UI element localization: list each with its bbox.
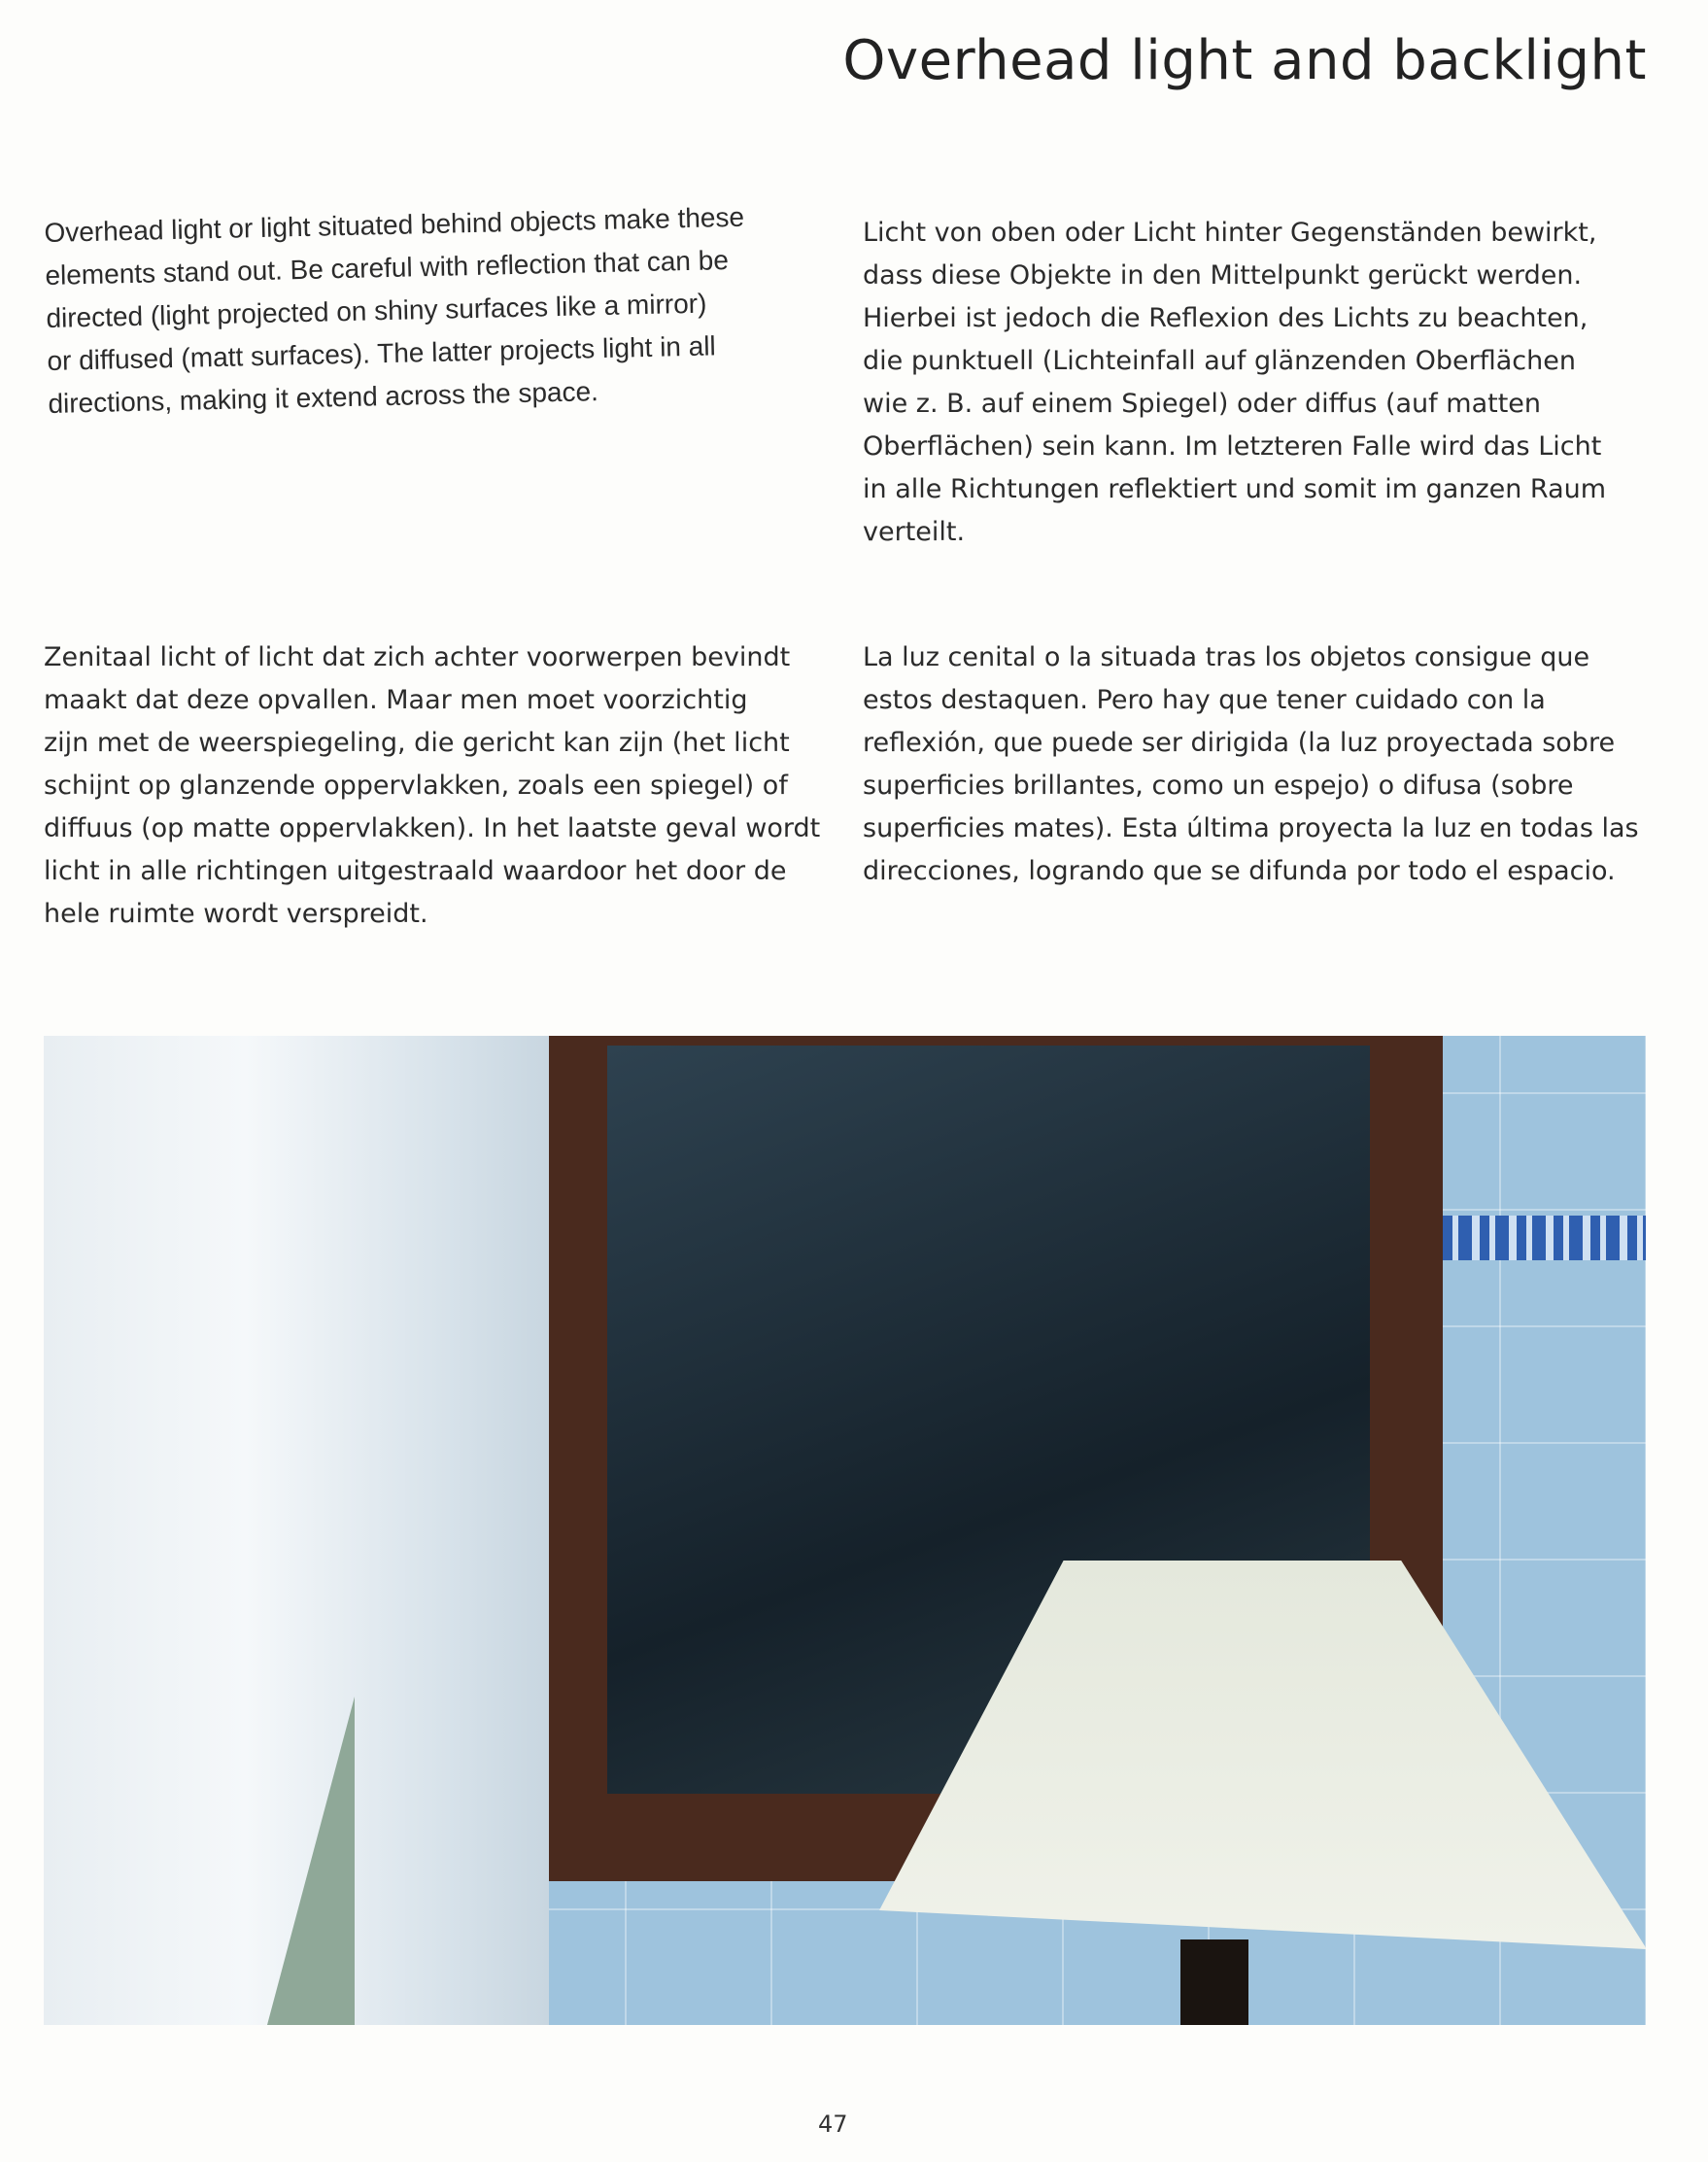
text-line: zijn met de weerspiegeling, die gericht kan zijn (het licht bbox=[44, 728, 790, 758]
text-line: licht in alle richtingen uitgestraald waardoor het door de bbox=[44, 856, 787, 886]
text-line: direcciones, logrando que se difunda por todo el espacio. bbox=[863, 856, 1616, 886]
text-line: Overhead light or light situated behind objects make these bbox=[44, 201, 745, 248]
paragraph-english bbox=[44, 196, 748, 426]
page-title: Overhead light and backlight bbox=[842, 29, 1647, 92]
text-line: estos destaquen. Pero hay que tener cuidado con la bbox=[863, 685, 1546, 715]
photo-mirror-and-lamp bbox=[44, 1036, 1646, 2025]
text-line: schijnt op glanzende oppervlakken, zoals een spiegel) of bbox=[44, 771, 788, 801]
text-line: die punktuell (Lichteinfall auf glänzenden Oberflächen bbox=[863, 346, 1576, 376]
text-line: verteilt. bbox=[863, 517, 966, 547]
text-line: dass diese Objekte in den Mittelpunkt gerückt werden. bbox=[863, 260, 1583, 291]
text-line: hele ruimte wordt verspreidt. bbox=[44, 899, 428, 929]
text-line: Hierbei ist jedoch die Reflexion des Lichts zu beachten, bbox=[863, 303, 1588, 333]
text-line: Licht von oben oder Licht hinter Gegenständen bewirkt, bbox=[863, 218, 1597, 248]
text-line: reflexión, que puede ser dirigida (la luz proyectada sobre bbox=[863, 728, 1616, 758]
curtain-shadow bbox=[267, 1697, 355, 2025]
text-line: elements stand out. Be careful with reflection that can be bbox=[45, 245, 730, 291]
text-line: Zenitaal licht of licht dat zich achter voorwerpen bevindt bbox=[44, 642, 791, 672]
text-line: La luz cenital o la situada tras los objetos consigue que bbox=[863, 642, 1590, 672]
text-line: maakt dat deze opvallen. Maar men moet voorzichtig bbox=[44, 685, 748, 715]
lamp-base bbox=[1180, 1939, 1248, 2025]
text-line: diffuus (op matte oppervlakken). In het laatste geval wordt bbox=[44, 813, 821, 843]
text-line: directed (light projected on shiny surfaces like a mirror) bbox=[46, 288, 707, 333]
text-line: or diffused (matt surfaces). The latter projects light in all bbox=[47, 330, 717, 376]
text-line: in alle Richtungen reflektiert und somit im ganzen Raum bbox=[863, 474, 1607, 504]
paragraph-german bbox=[863, 212, 1606, 554]
paragraph-spanish bbox=[863, 636, 1639, 893]
text-line: Oberflächen) sein kann. Im letzteren Falle wird das Licht bbox=[863, 431, 1602, 462]
text-line: superficies brillantes, como un espejo) o difusa (sobre bbox=[863, 771, 1574, 801]
text-line: directions, making it extend across the space. bbox=[48, 376, 599, 419]
paragraph-dutch bbox=[44, 636, 820, 936]
page-number: 47 bbox=[818, 2111, 848, 2138]
greek-key-border-right bbox=[1443, 1216, 1646, 1260]
text-line: wie z. B. auf einem Spiegel) oder diffus (auf matten bbox=[863, 389, 1542, 419]
text-line: superficies mates). Esta última proyecta la luz en todas las bbox=[863, 813, 1639, 843]
